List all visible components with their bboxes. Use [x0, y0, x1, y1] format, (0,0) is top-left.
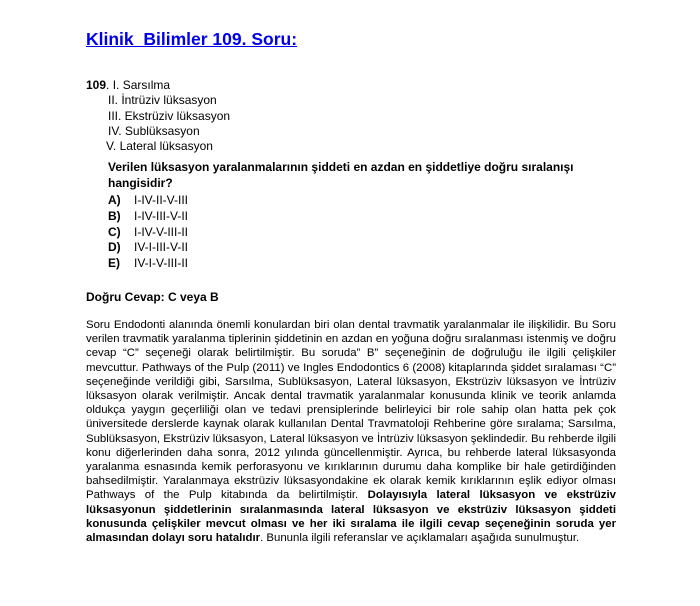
option-text: I-IV-II-V-III	[134, 193, 189, 207]
explanation-text-end: . Bununla ilgili referanslar ve açıklamaları aşağıda sunulmuştur.	[260, 532, 580, 545]
question-item-5: V. Lateral lüksasyon	[106, 139, 213, 154]
option-text: IV-I-V-III-II	[134, 256, 189, 271]
correct-answer: Doğru Cevap: C veya B	[86, 290, 219, 304]
question-item-1: . I. Sarsılma	[106, 78, 171, 92]
option-e	[108, 256, 188, 272]
option-letter: E)	[108, 256, 120, 271]
option-letter: C)	[108, 224, 121, 239]
question-number: 109	[86, 78, 107, 92]
page-title[interactable]: Klinik Bilimler 109. Soru:	[86, 29, 298, 49]
option-d	[108, 240, 188, 256]
question-item-2: II. İntrüziv lüksasyon	[108, 93, 217, 108]
explanation-text: Soru Endodonti alanında önemli konulardan biri olan dental travmatik yaralanmalar ile ilişkilidir. Bu Soru verilen travmatik yaralanma tiplerinin şiddetinin en azdan en yoğuna doğru sıralanması istenmiş ve doğru cevap “C” seçeneği olarak belirtilmiştir. Bu soruda” B” seçeneğinin de doğruluğu ile ilgili çelişkiler mevcuttur. Pathways of the Pulp (2011) ve Ingles Endodontics 6 (2008) kitaplarında şiddet sıralaması “C” seçeneğinde verildiği gibi, Sarsılma, Sublüksasyon, Lateral lüksasyon, Ekstrüziv lüksasyon ve İntrüziv lüksasyon olarak verilmiştir. Ancak dental travmatik yaralanmalar konusunda klinik ve teorik anlamda oldukça yaygın geçerliliği olan ve tedavi prensiplerinde belirleyici bir role sahip olan hatta pek çok üniversitede derslerde kaynak olarak kullanılan Dental Travmatoloji Rehberine göre sıralama; Sarsılma, Sublüksasyon, Ekstrüziv lüksasyon, Lateral lüksasyon ve İntrüziv lüksasyon şeklindedir. Bu rehberde ilgili konu diğerlerinden daha sonra, 2012 yılında güncellenmiştir. Ayrıca, bu rehberde lateral lüksasyonda yaralanma esnasında kemik perforasyonu ve kırıklarının durumu daha komplike bir hale getirdiğinden bahsedilmiştir. Yaralanmaya ekstrüziv lüksasyondakine ek olarak kemik kırıklarının eşlik ediyor olması Pathways of the Pulp kitabında da belirtilmiştir.	[86, 319, 616, 502]
option-letter: D)	[108, 240, 121, 255]
option-text: I-IV-III-V-II	[134, 208, 189, 223]
option-c	[108, 225, 188, 241]
question-item-4: IV. Sublüksasyon	[108, 123, 200, 138]
question-item-3: III. Ekstrüziv lüksasyon	[108, 108, 231, 123]
option-letter: A)	[108, 193, 121, 207]
option-letter: B)	[108, 208, 121, 223]
option-a	[108, 193, 188, 209]
question-first-line	[86, 78, 230, 93]
question-header	[86, 78, 230, 154]
answer-options	[108, 193, 188, 272]
option-text: IV-I-III-V-II	[134, 240, 189, 255]
explanation-paragraph	[86, 318, 616, 545]
option-b	[108, 209, 188, 225]
question-stem: Verilen lüksasyon yaralanmalarının şiddeti en azdan en şiddetliye doğru sıralanışı hangisidir?	[108, 160, 574, 190]
option-text: I-IV-V-III-II	[134, 224, 189, 239]
explanation-bold-text: Dolayısıyla lateral lüksasyon ve ekstrüziv lüksasyonun şiddetlerinin sıralanmasında lateral lüksasyon ve ekstrüziv lüksasyon şiddeti konusunda çelişkiler mevcut olması ve her iki sıralama ile ilgili cevap seçeneğinin soruda yer almasından dolayı soru hatalıdır	[86, 489, 616, 545]
